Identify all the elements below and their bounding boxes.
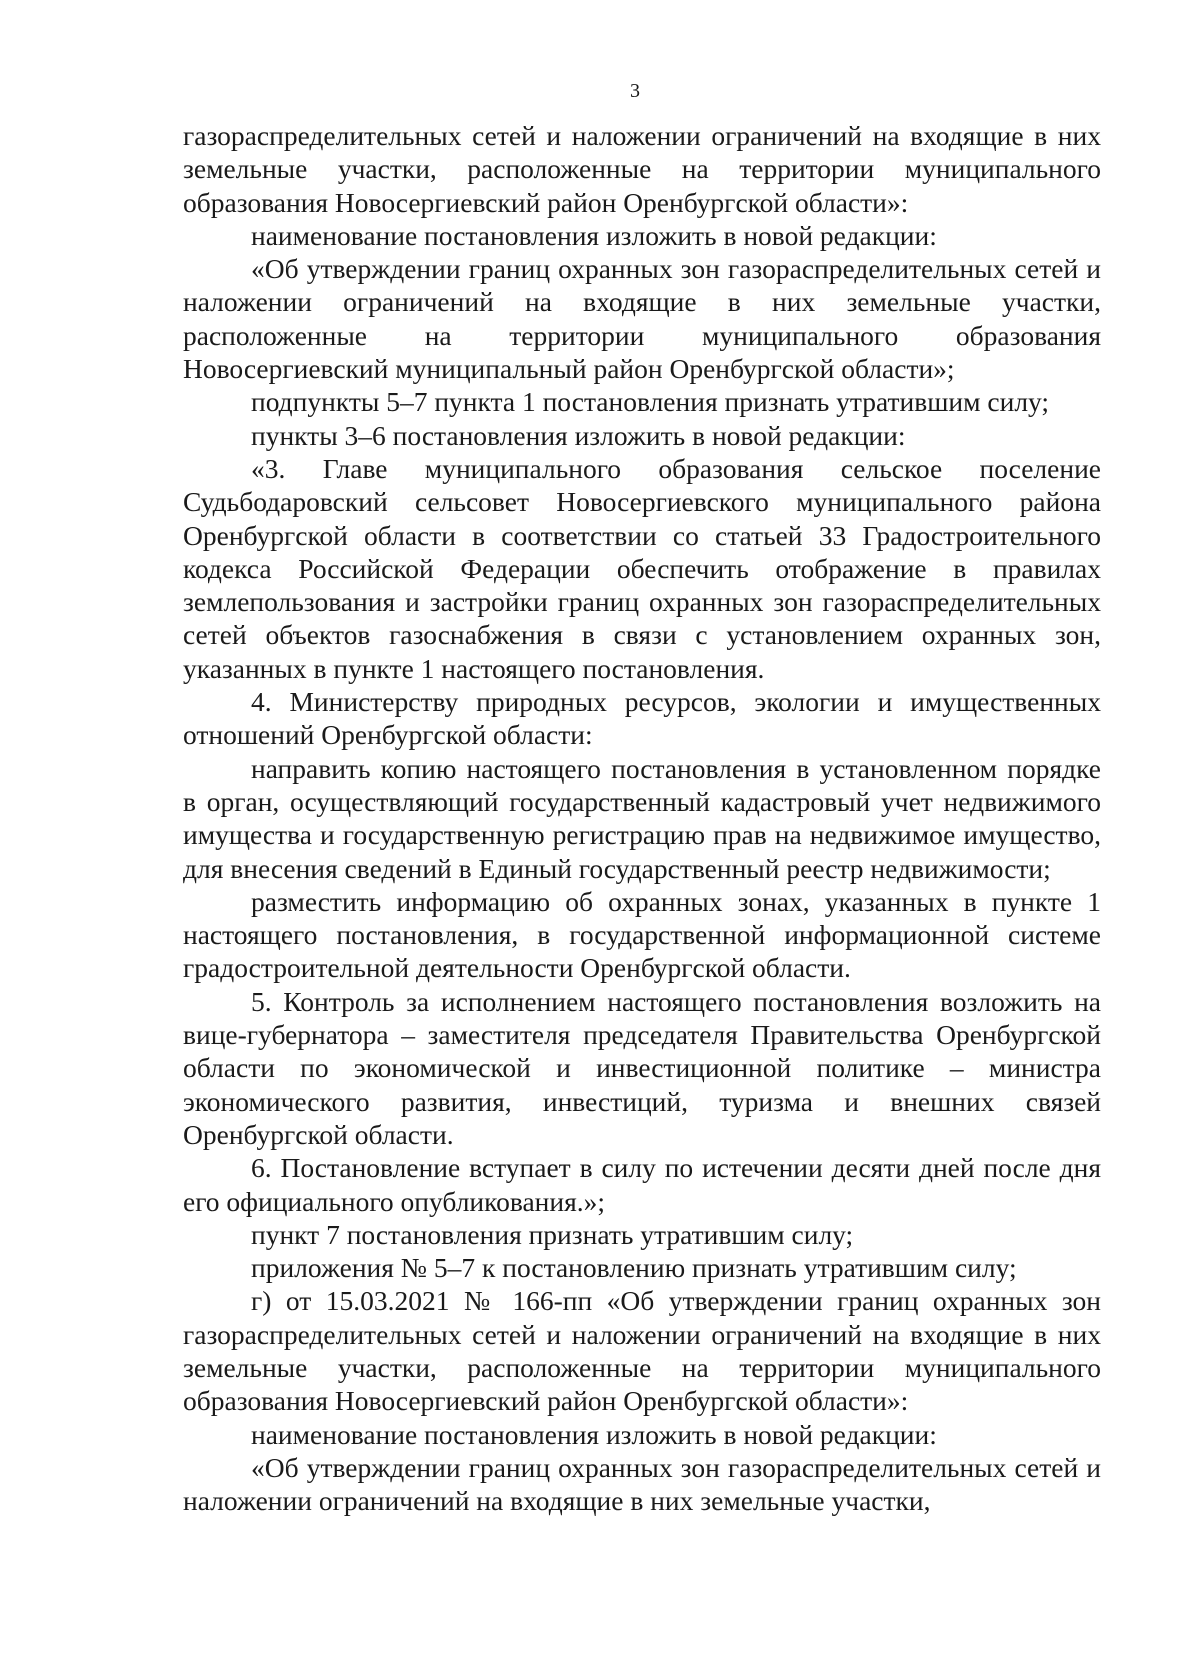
paragraph-item-4: 4. Министерству природных ресурсов, экологии и имущественных отношений Оренбургской области:	[183, 686, 1101, 751]
paragraph: наименование постановления изложить в новой редакции:	[251, 219, 937, 251]
paragraph: направить копию настоящего постановления в установленном порядке в орган, осуществляющий государственный кадастровый учет недвижимого имущества и государственную регистрацию прав на недвижимое имущество, для внесения сведений в Единый государственный реестр недвижимости;	[183, 752, 1101, 884]
paragraph: подпункты 5–7 пункта 1 постановления признать утратившим силу;	[251, 386, 1050, 418]
paragraph-item-3: «3. Главе муниципального образования сельское поселение Судьбодаровский сельсовет Новосергиевского муниципального района Оренбургской области в соответствии со статьей 33 Градостроительного кодекса Российской Федерации обеспечить отображение в правилах землепользования и застройки границ охранных зон газораспределительных сетей объектов газоснабжения в связи с установлением охранных зон, указанных в пункте 1 настоящего постановления.	[183, 452, 1101, 684]
paragraph: пункт 7 постановления признать утратившим силу;	[251, 1218, 854, 1250]
paragraph-subitem-g: г) от 15.03.2021 № 166-пп «Об утверждении границ охранных зон газораспределительных сетей и наложении ограничений на входящие в них земельные участки, расположенные на территории муниципального образования Новосергиевский район Оренбургской области»:	[183, 1285, 1101, 1417]
page-number: 3	[630, 80, 640, 102]
paragraph-item-5: 5. Контроль за исполнением настоящего постановления возложить на вице-губернатора – заместителя председателя Правительства Оренбургской области по экономической и инвестиционной политике – министра экономического развития, инвестиций, туризма и внешних связей Оренбургской области.	[183, 985, 1101, 1150]
paragraph-item-6: 6. Постановление вступает в силу по истечении десяти дней после дня его официального опубликования.»;	[183, 1152, 1101, 1217]
paragraph: наименование постановления изложить в новой редакции:	[251, 1418, 937, 1450]
paragraph: «Об утверждении границ охранных зон газораспределительных сетей и наложении ограничений на входящие в них земельные участки, расположенные на территории муниципального образования Новосергиевский муниципальный район Оренбургской области»;	[183, 253, 1101, 385]
paragraph: пункты 3–6 постановления изложить в новой редакции:	[251, 419, 906, 451]
paragraph-truncated: «Об утверждении границ охранных зон газораспределительных сетей и наложении ограничений на входящие в них земельные участки,	[183, 1451, 1101, 1517]
paragraph: разместить информацию об охранных зонах, указанных в пункте 1 настоящего постановления, в государственной информационной системе градостроительной деятельности Оренбургской области.	[183, 885, 1101, 984]
document-body	[183, 119, 1101, 1517]
paragraph-continuation: газораспределительных сетей и наложении ограничений на входящие в них земельные участки, расположенные на территории муниципального образования Новосергиевский район Оренбургской области»:	[183, 120, 1101, 218]
paragraph: приложения № 5–7 к постановлению признать утратившим силу;	[251, 1252, 1017, 1284]
